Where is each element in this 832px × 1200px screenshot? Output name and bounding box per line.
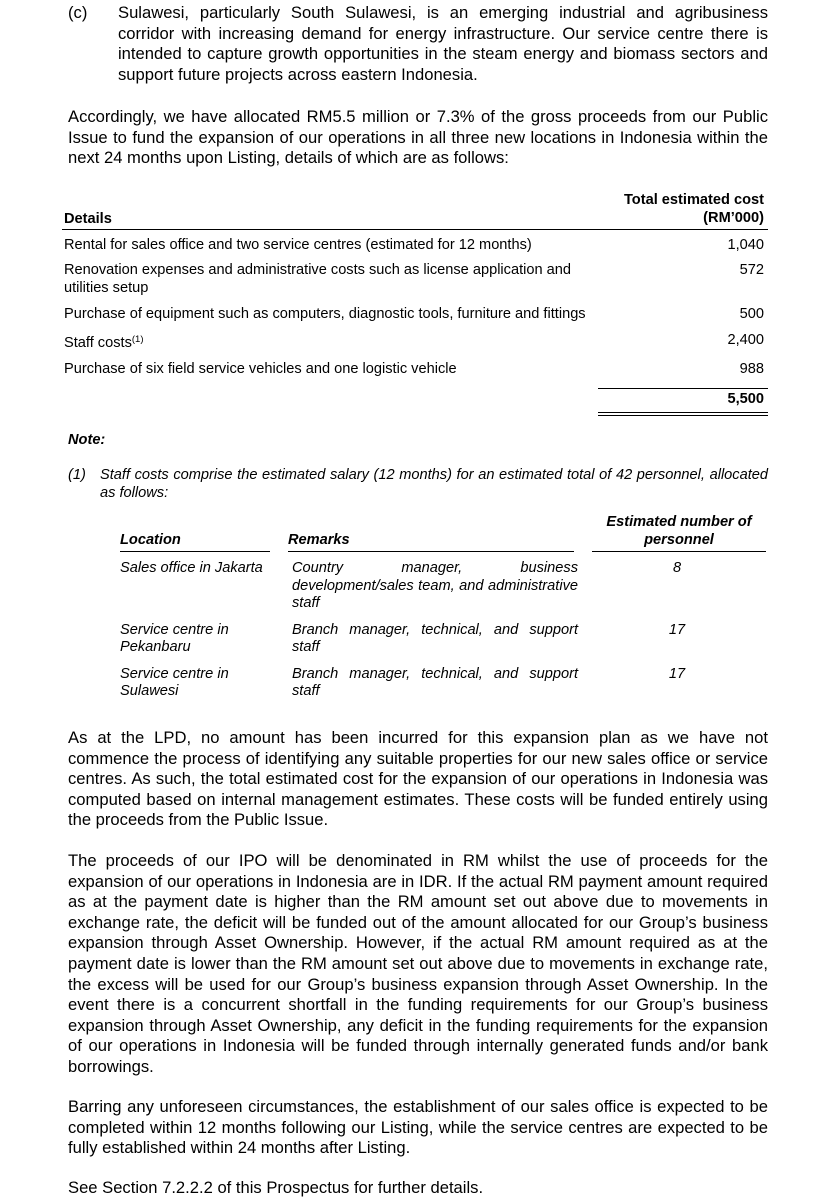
row-amount: 2,400 [727,332,764,348]
table-row [62,360,768,378]
table-row [120,666,766,701]
header-remarks: Remarks [288,532,574,553]
header-estimated-number: Estimated number of personnel [592,514,766,552]
cell-number: 8 [672,560,682,576]
row-desc: Purchase of equipment such as computers, diagnostic tools, furniture and fittings [64,306,586,322]
row-desc: Renovation expenses and administrative costs such as license application and utilities setup [64,262,572,296]
total-amount: 5,500 [727,391,764,407]
total-rule-bottom [598,412,768,413]
table-row [120,560,766,613]
header-total-line1: Total estimated cost [623,192,764,208]
cell-remarks: Branch manager, technical, and support staff [292,621,578,655]
table-row [62,331,768,352]
cost-table-header [62,189,768,230]
row-desc: Rental for sales office and two service centres (estimated for 12 months) [64,237,532,253]
paragraph-see-section: See Section 7.2.2.2 of this Prospectus for further details. [68,1178,484,1197]
note-title: Note: [68,432,106,448]
paragraph-lpd: As at the LPD, no amount has been incurred for this expansion plan as we have not commence the process of identifying any suitable properties for our new sales office or service centres. As such, the total estimated cost for the expansion of our operations in Indonesia was computed based on internal management estimates. These costs will be funded entirely using the proceeds from the Public Issue. [68,728,768,830]
row-amount: 988 [739,361,764,377]
cell-location: Sales office in Jakarta [120,560,263,576]
personnel-table [120,514,766,701]
footnote-text: Staff costs comprise the estimated salary (12 months) for an estimated total of 42 personnel, allocated as follows: [100,467,768,501]
row-desc-text: Staff costs [64,335,132,351]
header-details: Details [64,211,112,227]
total-rule-bottom-double [598,415,768,416]
row-desc [62,331,604,352]
list-item-label: (c) [68,3,88,22]
table-row [62,305,768,323]
cell-number: 17 [668,621,686,638]
row-amount: 1,040 [727,237,764,253]
header-total-cost [624,191,764,227]
list-item-c [68,3,768,85]
cell-remarks: Country manager, business development/sales team, and administrative staff [292,560,578,611]
cell-number: 17 [668,665,686,682]
cost-table [62,189,768,412]
table-row [62,261,768,297]
header-total-line2: (RM’000) [703,210,764,226]
footnote-ref: (1) [131,334,144,345]
table-row [62,236,768,254]
total-rule-top [598,388,768,389]
header-location: Location [120,532,270,553]
row-amount: 500 [739,306,764,322]
paragraph-ipo-proceeds: The proceeds of our IPO will be denominated in RM whilst the use of proceeds for the expansion of our operations in Indonesia are in IDR. If the actual RM payment amount required as at the payment date is higher than the RM amount set out above due to movements in exchange rate, the deficit will be funded out of the amount allocated for our Group’s business expansion through Asset Ownership. However, if the actual RM amount required as at the payment date is lower than the RM amount set out above due to movements in exchange rate, the excess will be used for our Group’s business expansion through Asset Ownership. In the event there is a concurrent shortfall in the funding requirements for our Group’s business expansion through Asset Ownership, any deficit in the funding requirements for the expansion of our operations in Indonesia will be funded through internally generated funds and/or bank borrowings. [68,851,768,1076]
cell-location: Service centre in Pekanbaru [120,621,229,655]
paragraph-barring: Barring any unforeseen circumstances, the establishment of our sales office is expected to be completed within 12 months following our Listing, while the service centres are expected to be fully established within 24 months after Listing. [68,1097,768,1158]
cell-remarks: Branch manager, technical, and support staff [292,665,578,699]
row-desc: Purchase of six field service vehicles and one logistic vehicle [64,361,457,377]
personnel-table-header [120,514,766,552]
table-row [120,622,766,657]
list-item-text: Sulawesi, particularly South Sulawesi, is an emerging industrial and agribusiness corridor with increasing demand for energy infrastructure. Our service centre there is intended to capture growth opportunities in the steam energy and biomass sectors and support future projects across eastern Indonesia. [118,3,768,84]
row-amount: 572 [739,262,764,278]
cell-location: Service centre in Sulawesi [120,665,229,699]
footnote-number: (1) [68,467,86,483]
paragraph-allocation: Accordingly, we have allocated RM5.5 million or 7.3% of the gross proceeds from our Public Issue to fund the expansion of our operations in all three new locations in Indonesia within the next 24 months upon Listing, details of which are as follows: [68,107,768,168]
footnote-1 [68,467,768,502]
cost-total [62,388,768,412]
